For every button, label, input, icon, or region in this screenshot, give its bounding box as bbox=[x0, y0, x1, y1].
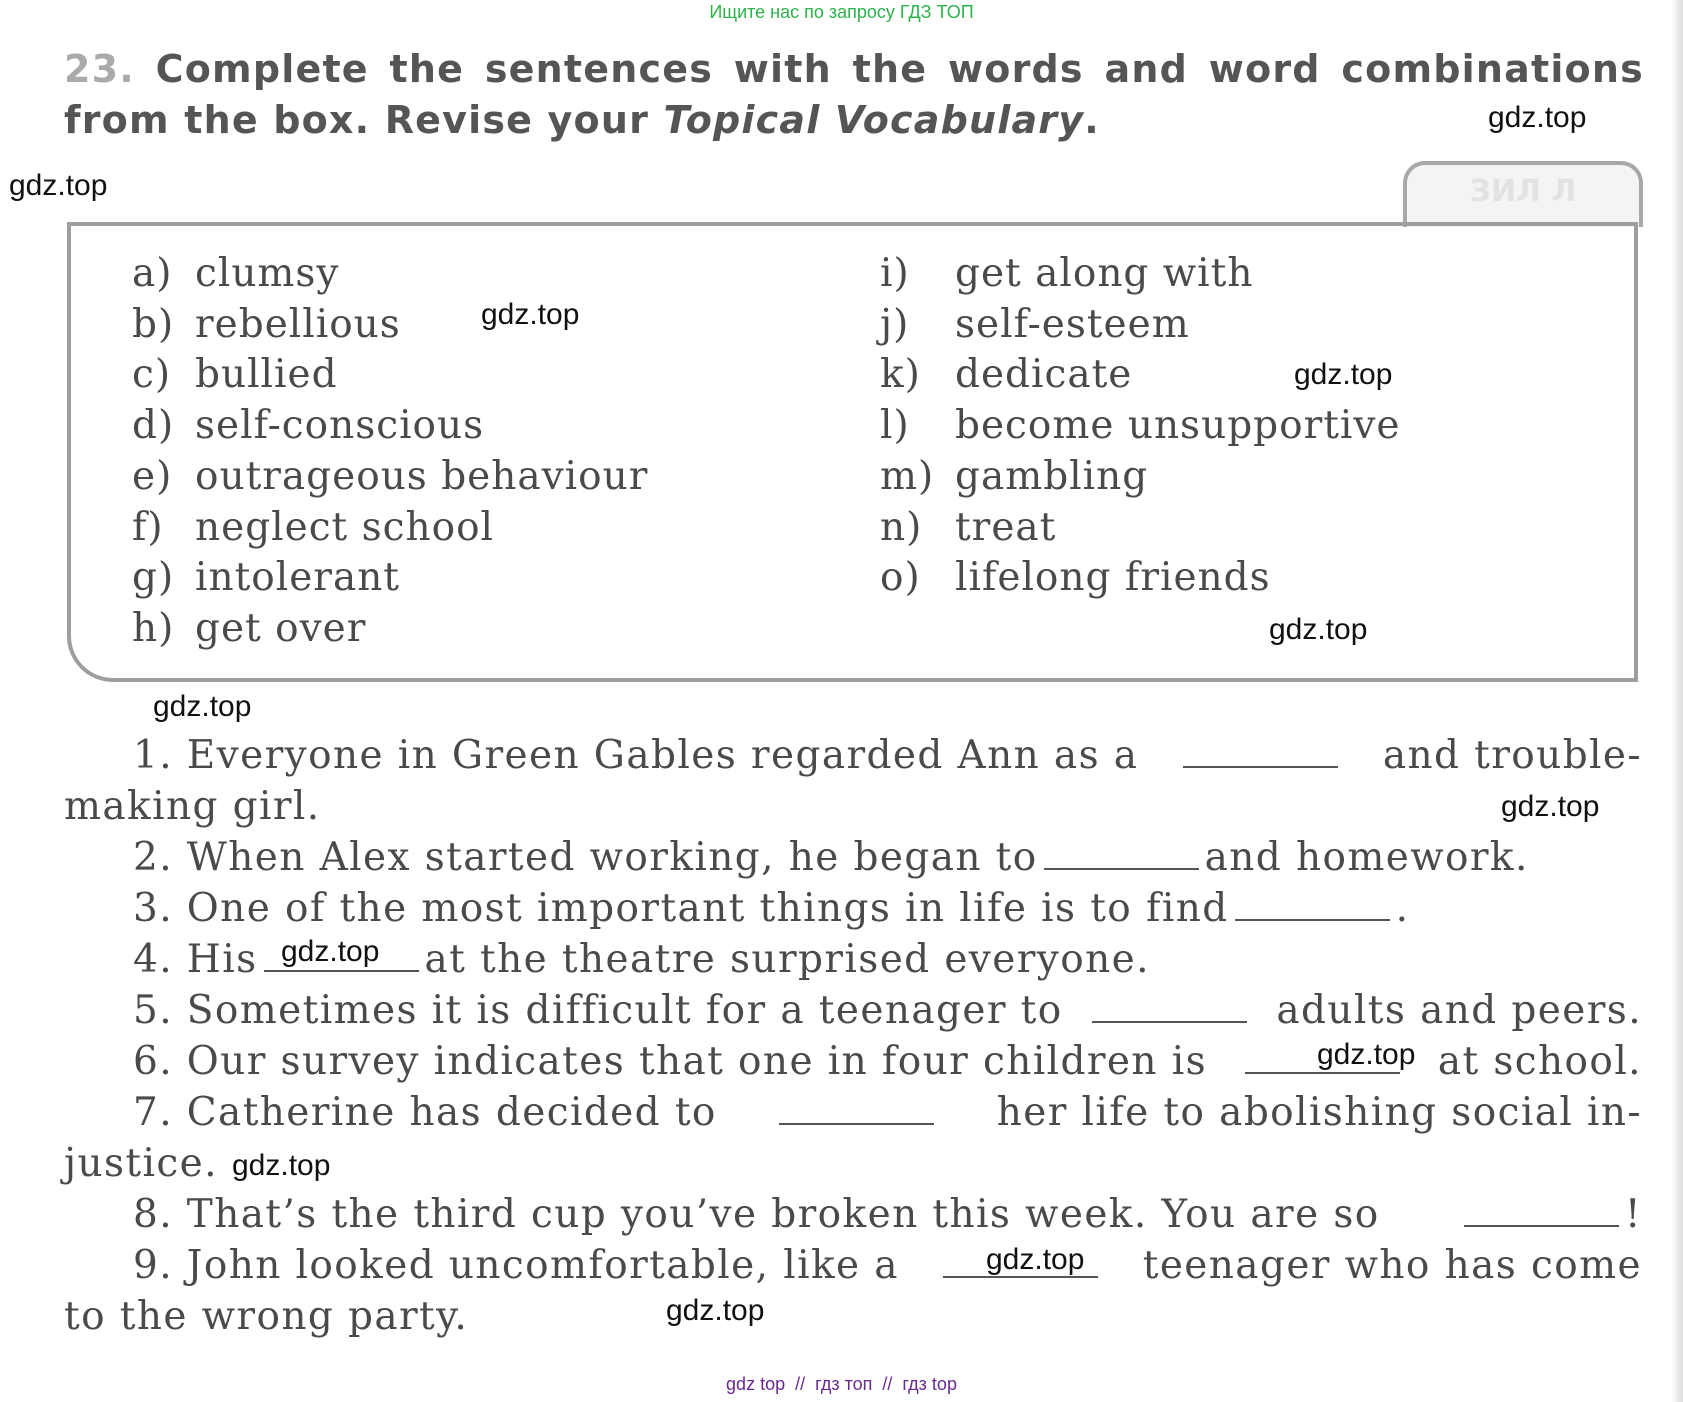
sentence-text: 5. Sometimes it is difficult for a teenager to bbox=[133, 988, 1063, 1033]
word-list-right bbox=[880, 249, 1401, 604]
answer-blank bbox=[1183, 732, 1338, 768]
task-number: 23. bbox=[64, 47, 135, 91]
sentence-text: 7. Catherine has decided to bbox=[133, 1090, 717, 1135]
sentence-2 bbox=[64, 832, 1642, 883]
item-text: bullied bbox=[195, 352, 338, 398]
heading-text: from the box. Revise your bbox=[64, 98, 664, 142]
sentence-5 bbox=[64, 985, 1642, 1036]
item-text: self-conscious bbox=[195, 403, 485, 449]
watermark: gdz.top bbox=[1317, 1038, 1416, 1071]
item-text: dedicate bbox=[955, 352, 1133, 398]
word-item bbox=[132, 553, 648, 604]
topical-vocabulary-text: Topical Vocabulary bbox=[663, 98, 1085, 142]
heading-word: Complete bbox=[155, 47, 369, 91]
item-text: gambling bbox=[955, 453, 1149, 499]
word-item bbox=[880, 401, 1401, 452]
item-letter: d) bbox=[132, 403, 175, 449]
task-heading-line-1 bbox=[64, 44, 1644, 95]
sentence-text: adults and peers. bbox=[1276, 988, 1642, 1033]
sentence-text: and trouble- bbox=[1382, 733, 1642, 778]
watermark: gdz.top bbox=[1294, 358, 1393, 391]
sentence-text: 8. That’s the third cup you’ve broken this week. You are so bbox=[133, 1192, 1380, 1237]
item-text: treat bbox=[955, 504, 1057, 550]
watermark: gdz.top bbox=[232, 1149, 331, 1182]
box-tab: ЗИЛ Л bbox=[1403, 161, 1643, 227]
item-text: clumsy bbox=[195, 251, 340, 296]
word-item bbox=[880, 249, 1401, 300]
sentence-text: 6. Our survey indicates that one in four children is bbox=[133, 1039, 1207, 1084]
item-letter: m) bbox=[880, 453, 935, 499]
item-letter: g) bbox=[132, 555, 175, 601]
item-text: intolerant bbox=[195, 555, 400, 601]
watermark: gdz.top bbox=[481, 298, 580, 331]
word-item bbox=[880, 503, 1401, 554]
item-text: lifelong friends bbox=[955, 555, 1271, 601]
word-item bbox=[880, 452, 1401, 503]
sentence-text: her life to abolishing social in- bbox=[996, 1090, 1642, 1135]
word-item bbox=[132, 350, 648, 401]
task-heading-line-2 bbox=[64, 95, 1100, 146]
watermark: gdz.top bbox=[9, 169, 108, 202]
item-letter: o) bbox=[880, 555, 921, 601]
sentence-text: ! bbox=[1624, 1192, 1642, 1237]
sentence-text: and homework. bbox=[1204, 835, 1529, 880]
sentence-text: . bbox=[1395, 886, 1410, 931]
sentence-8 bbox=[64, 1189, 1642, 1240]
item-text: outrageous behaviour bbox=[195, 453, 649, 499]
sentence-text: at the theatre surprised everyone. bbox=[424, 937, 1150, 982]
answer-blank bbox=[1235, 885, 1390, 921]
item-letter: f) bbox=[132, 504, 164, 550]
item-text: get along with bbox=[955, 251, 1254, 296]
page-edge-shadow bbox=[1671, 0, 1683, 1402]
item-letter: l) bbox=[880, 403, 910, 449]
item-letter: b) bbox=[132, 301, 175, 347]
answer-blank bbox=[1044, 834, 1199, 870]
item-letter: a) bbox=[132, 251, 173, 296]
item-letter: k) bbox=[880, 352, 921, 398]
heading-period: . bbox=[1084, 98, 1100, 142]
heading-word: word bbox=[1208, 47, 1321, 91]
item-text: neglect school bbox=[195, 504, 495, 550]
item-text: self-esteem bbox=[955, 301, 1190, 347]
heading-word: with bbox=[733, 47, 832, 91]
watermark: gdz.top bbox=[1269, 613, 1368, 646]
sentence-text: 4. His bbox=[133, 937, 258, 982]
word-item bbox=[132, 503, 648, 554]
sentence-text: making girl. bbox=[64, 784, 321, 829]
sentence-9 bbox=[64, 1240, 1642, 1342]
item-text: rebellious bbox=[195, 301, 401, 347]
answer-blank bbox=[1464, 1191, 1619, 1227]
item-letter: i) bbox=[880, 251, 910, 296]
sentence-list bbox=[64, 730, 1642, 1342]
word-item bbox=[132, 604, 648, 655]
sentence-text: justice. bbox=[64, 1141, 218, 1186]
sentence-3 bbox=[64, 883, 1642, 934]
watermark: gdz.top bbox=[153, 690, 252, 723]
heading-word: sentences bbox=[484, 47, 714, 91]
heading-word: the bbox=[852, 47, 928, 91]
item-text: become unsupportive bbox=[955, 403, 1401, 449]
heading-word: and bbox=[1104, 47, 1188, 91]
watermark: gdz.top bbox=[281, 935, 380, 968]
item-letter: c) bbox=[132, 352, 172, 398]
heading-word: combinations bbox=[1341, 47, 1644, 91]
word-item bbox=[132, 401, 648, 452]
sentence-1 bbox=[64, 730, 1642, 832]
sentence-text: 9. John looked uncomfortable, like a bbox=[133, 1243, 899, 1288]
word-item bbox=[880, 553, 1401, 604]
answer-blank bbox=[779, 1089, 934, 1125]
item-text: get over bbox=[195, 605, 367, 651]
sentence-text: teenager who has come bbox=[1142, 1243, 1642, 1288]
word-item bbox=[132, 452, 648, 503]
item-letter: j) bbox=[880, 301, 910, 347]
heading-word: the bbox=[389, 47, 465, 91]
answer-blank bbox=[1092, 987, 1247, 1023]
sentence-text: 3. One of the most important things in life is to find bbox=[133, 886, 1229, 931]
item-letter: n) bbox=[880, 504, 923, 550]
sentence-text: 1. Everyone in Green Gables regarded Ann as a bbox=[133, 733, 1139, 778]
watermark: gdz.top bbox=[1501, 790, 1600, 823]
search-banner: Ищите нас по запросу ГДЗ ТОП bbox=[709, 2, 974, 22]
word-item bbox=[132, 249, 648, 300]
item-letter: h) bbox=[132, 605, 175, 651]
sentence-text: at school. bbox=[1437, 1039, 1642, 1084]
footer-links: gdz top // гдз топ // гдз top bbox=[726, 1374, 957, 1394]
heading-word: words bbox=[947, 47, 1084, 91]
item-letter: e) bbox=[132, 453, 173, 499]
sentence-text: to the wrong party. bbox=[64, 1294, 469, 1339]
sentence-text: 2. When Alex started working, he began to bbox=[133, 835, 1038, 880]
watermark: gdz.top bbox=[666, 1294, 765, 1327]
word-item bbox=[880, 300, 1401, 351]
watermark: gdz.top bbox=[986, 1243, 1085, 1276]
watermark: gdz.top bbox=[1488, 101, 1587, 134]
